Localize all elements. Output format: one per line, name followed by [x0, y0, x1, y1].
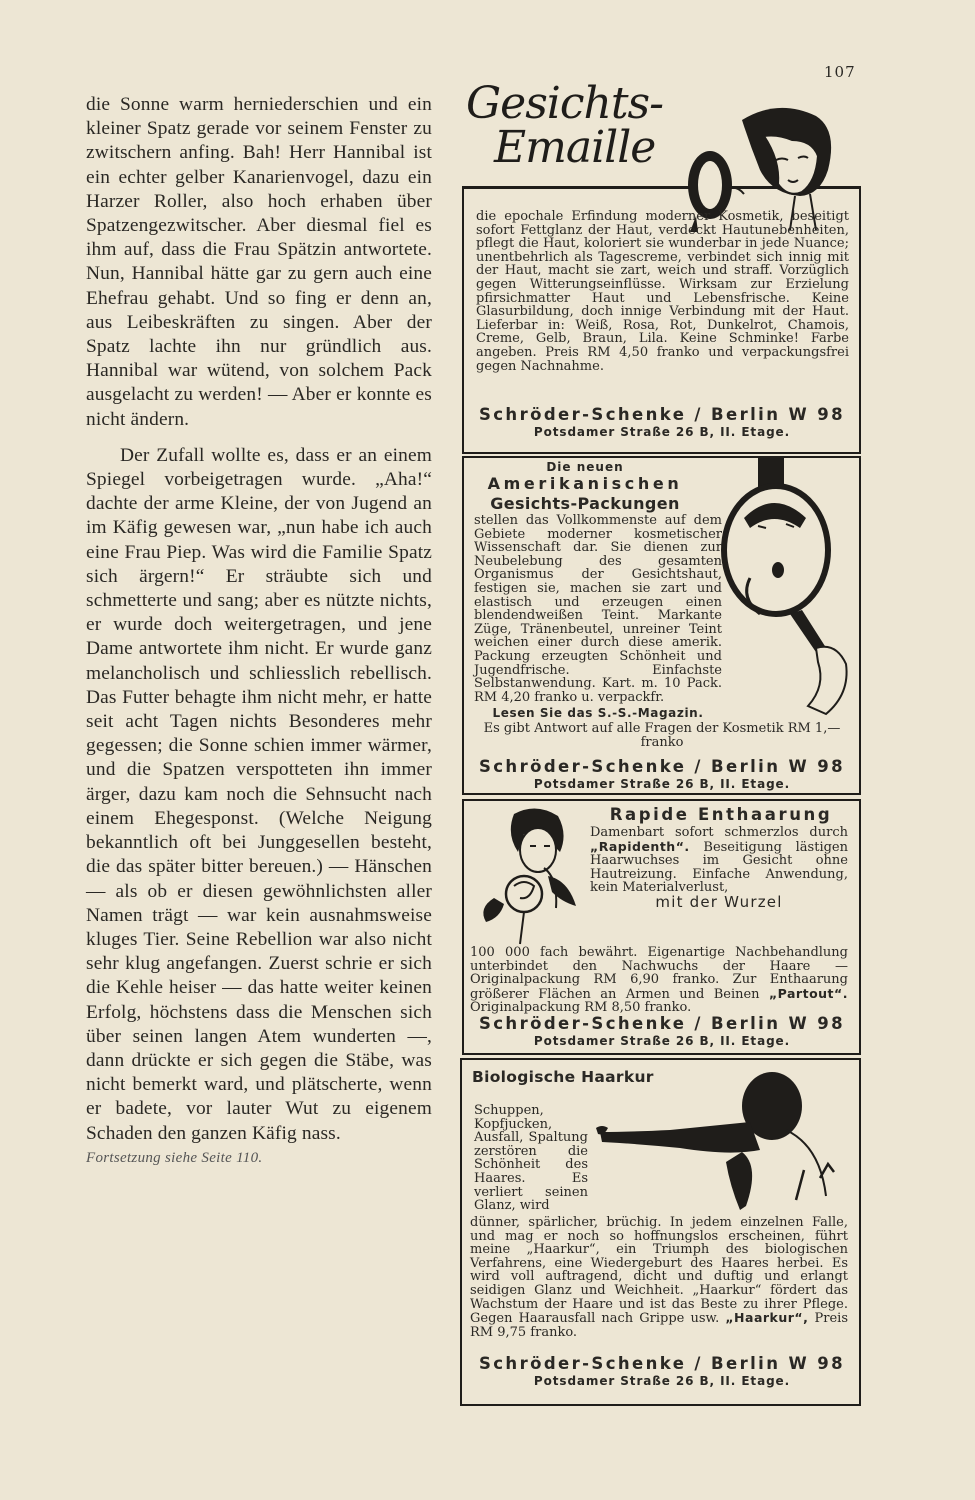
ad-heading: Amerikanischen [487, 474, 683, 493]
story-paragraph: Der Zufall wollte es, dass er an einem Spiegel vorbeigetragen wurde. „Aha!“ dachte der arme Kleine, der von Jugend an im Käfig gewesen war, „nun habe ich auch eine Frau Piep. Was wird die Familie Spatz sich ärgern!“ Er sträubte sich und schmetterte und sang; aber es nützte nichts, er wurde doch weitergetragen, und jene Dame antwortete ihm nicht. Er wurde ganz melancholisch und schliesslich rebellisch. Das Futter behagte ihm nicht mehr, er hatte seit acht Tagen nichts Besonderes mehr gegessen; die Sonne schien immer wärmer, und die Spatzen verspotteten ihn immer ärger, dazu kam noch die Sehnsucht nach einem Ehegesponst. (Welche Neigung bekanntlich oft bei Junggesellen besteht, die das später bitter bereuen.) — Hänschen — als ob er diesen gewöhnlichsten aller Namen trägt — war kein ausnahmsweise kluges Tier. Seine Rebellion war also nicht sehr klug angefangen. Zuerst schrie er sich die Kehle heiser — das hatte weiter keinen Erfolg, höchstens dass die Menschen sich über seinen langen Atem wunderten —, dann drückte er sich gegen die Stäbe, was nicht bemerkt ward, und plätscherte, wenn er badete, vor lauter Wut zu eigenem Schaden den ganzen Käfig nass. [86, 444, 432, 1144]
company-name: Schröder-Schenke / Berlin W 98 [478, 757, 846, 776]
ad-heading: Die neuen [546, 460, 624, 474]
company-name: Schröder-Schenke / Berlin W 98 [478, 405, 846, 424]
woman-with-rose-illustration [474, 806, 590, 946]
ad-emphasis: mit der Wurzel [655, 892, 783, 911]
ad-title-line: Emaille [494, 122, 656, 173]
ad-signature [466, 405, 858, 439]
product-name: „Rapidenth“. [590, 838, 690, 854]
product-name: „Partout“. [768, 985, 848, 1001]
company-address: Potsdamer Straße 26 B, II. Etage. [533, 1374, 791, 1388]
ad-title: Rapide Enthaarung [609, 805, 833, 824]
ad-body-text [470, 1216, 848, 1339]
magazine-note: Lesen Sie das S.-S.-Magazin. [492, 706, 704, 720]
company-name: Schröder-Schenke / Berlin W 98 [478, 1014, 846, 1033]
story-column [86, 93, 432, 1170]
company-address: Potsdamer Straße 26 B, II. Etage. [533, 1034, 791, 1048]
hand-mirror-face-illustration [720, 458, 858, 720]
ad-title: Biologische Haarkur [472, 1068, 654, 1086]
ad-text-fragment: Originalpackung RM 8,50 franko. [470, 1000, 692, 1016]
ad-body-text: Schuppen, Kopfjucken, Ausfall, Spaltung zerstören die Schönheit des Haares. Es verliert seinen Glanz, wird [474, 1103, 588, 1214]
ad-text-fragment: 100 000 fach bewährt. Eigenartige Nachbehandlung unterbindet den Nachwuchs der Haare — Originalpackung RM 6,90 franko. Zur Enthaarung größerer Flächen an Armen und Beinen [470, 945, 848, 1002]
company-address: Potsdamer Straße 26 B, II. Etage. [533, 777, 791, 791]
ad-signature [466, 1354, 858, 1388]
magazine-description: Es gibt Antwort auf alle Fragen der Kosmetik RM 1,— franko [483, 721, 841, 750]
ad-heading: Gesichts-Packungen [490, 494, 680, 513]
ad-text-fragment: dünner, spärlicher, brüchig. In jedem einzelnen Falle, und mag er noch so hoffnungslos erscheinen, führt meine „Haarkur“, ein Triumph des biologischen Verfahrens, eine Wiedergeburt des Haares herbei. Es wird voll auftragend, dicht und duftig und erlangt seidigen Glanz und Weichheit. „Haarkur“ fördert das Wachstum der Haare und ist das Beste zu ihrer Pflege. Gegen Haarausfall nach Grippe usw. [470, 1215, 848, 1327]
company-address: Potsdamer Straße 26 B, II. Etage. [533, 425, 791, 439]
page-number: 107 [824, 63, 856, 81]
ad-text-fragment: Damenbart sofort schmerzlos durch [590, 825, 848, 840]
ad-price: Preis RM 9,75 franko. [470, 1311, 848, 1340]
ad-title-line: Gesichts- [466, 78, 663, 129]
continuation-note: Fortsetzung siehe Seite 110. [86, 1149, 263, 1166]
product-name: „Haarkur“, [725, 1310, 809, 1326]
story-paragraph: die Sonne warm herniederschien und ein kleiner Spatz gerade vor seinem Fenster zu zwitschern anfing. Bah! Herr Hannibal ist ein echter gelber Kanarienvogel, dazu ein Harzer Roller, also hoch erhaben über Spatzengezwitscher. Aber diesmal fiel es ihm auf, dass die Frau Spätzin antwortete. Nun, Hannibal hätte gar zu gern auch eine Ehefrau gehabt. Und so fing er denn an, aus Leibeskräften zu singen. Aber der Spatz lachte ihn nur gründlich aus. Hannibal war wütend, von solchem Pack ausgelacht zu werden! — Aber er konnte es nicht ändern. [86, 94, 432, 430]
ad-body-text [590, 826, 848, 911]
woman-silhouette-hair-illustration [590, 1066, 856, 1218]
ad-body-text [470, 946, 848, 1015]
ad-title-gesichts-emaille [466, 78, 663, 173]
ad-text-fragment: Beseitigung lästigen Haarwuchses im Gesicht ohne Hautreizung. Einfache Anwendung, kein Materialverlust, [590, 839, 848, 896]
ad-body-text: stellen das Vollkommenste auf dem Gebiete moderner kosmetischer Wissenschaft dar. Sie dienen zur Neubelebung des gesamten Organismus der Gesichtshaut, festigen sie, machen sie zart und elastisch und erzeugen einen blendendweißen Teint. Markante Züge, Tränenbeutel, unreiner Teint weichen einer durch diese amerik. Packung erzeugten Schönheit und Jugendfrische. Einfachste Selbstanwendung. Kart. m. 10 Pack. RM 4,20 franko u. verpackfr. [474, 513, 722, 705]
ad-body-text: die epochale Erfindung moderner Kosmetik, beseitigt sofort Fettglanz der Haut, verdeckt Hautunebenheiten, pflegt die Haut, koloriert sie wunderbar in jede Nuance; unentbehrlich als Tagescreme, verbindet sich innig mit der Haut, macht sie zart, weich und straff. Vorzüglich gegen Witterungseinflüsse. Wirksam zur Erzielung pfirsichmatter Haut und Lebensfrische. Keine Glasurbildung, doch innige Verbindung mit der Haut. Lieferbar in: Weiß, Rosa, Rot, Dunkelrot, Chamois, Creme, Gelb, Braun, Lila. Keine Schminke! Farbe angeben. Preis RM 4,50 franko und verpackungsfrei gegen Nachnahme. [476, 209, 849, 374]
ad-signature [466, 757, 858, 791]
ad-signature [466, 1014, 858, 1048]
company-name: Schröder-Schenke / Berlin W 98 [478, 1354, 846, 1373]
